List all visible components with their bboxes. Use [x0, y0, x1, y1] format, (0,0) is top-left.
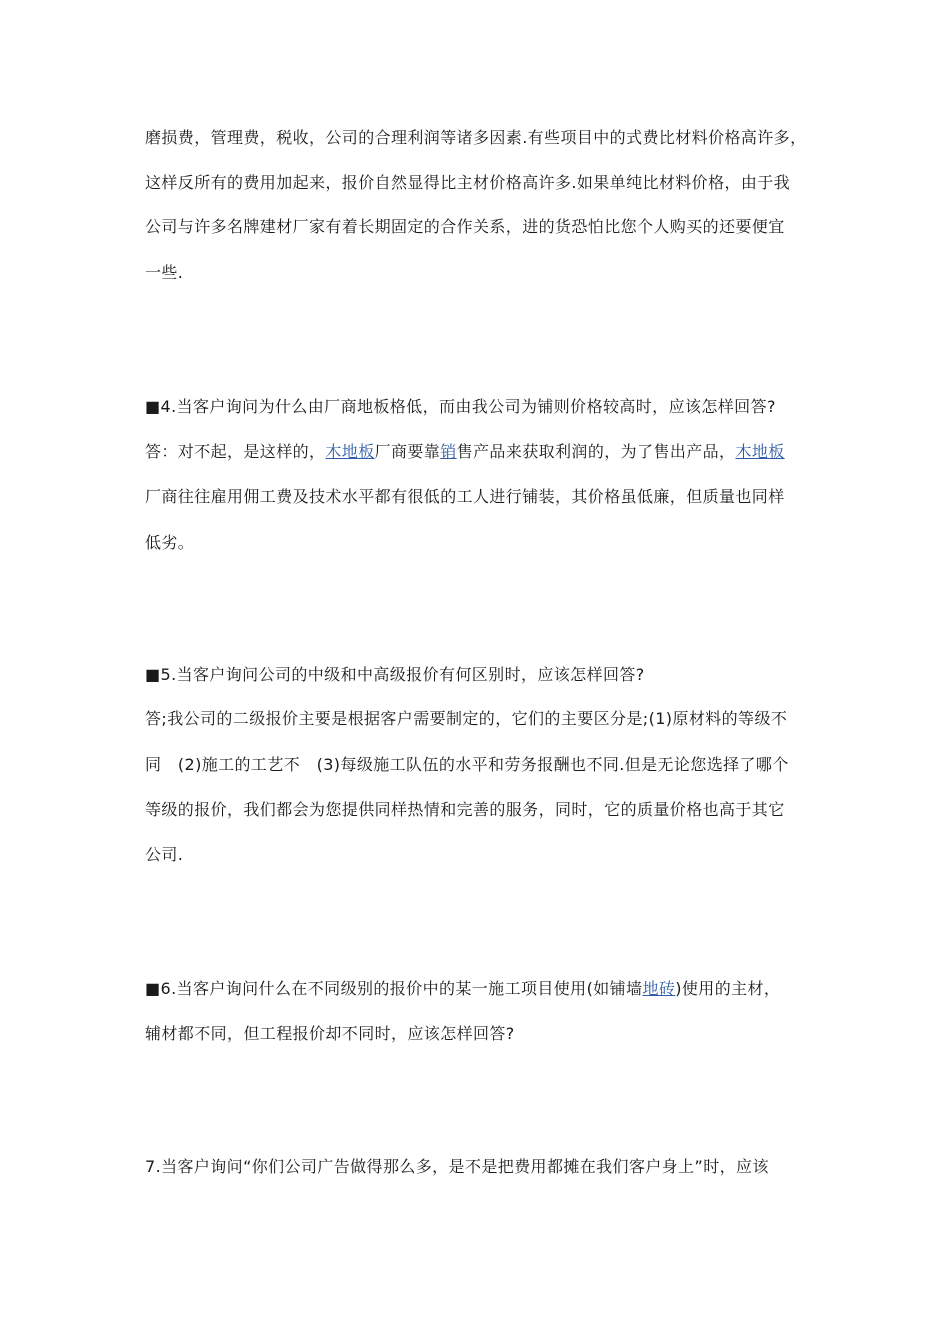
link-wood-floor-2[interactable]: 木地板 [735, 442, 785, 461]
q6-question-line-2: 辅材都不同，但工程报价却不同时，应该怎样回答? [145, 1024, 515, 1043]
q7-question-line-1: 7.当客户询问“你们公司广告做得那么多，是不是把费用都摊在我们客户身上”时，应该 [145, 1157, 769, 1176]
link-sales[interactable]: 销 [440, 442, 457, 461]
q4-answer-line-2: 厂商往往雇用佣工费及技术水平都有很低的工人进行铺装，其价格虽低廉，但质量也同样 [145, 487, 785, 506]
intro-line-3: 公司与许多名牌建材厂家有着长期固定的合作关系，进的货恐怕比您个人购买的还要便宜 [145, 217, 785, 236]
q5-answer-line-3: 等级的报价，我们都会为您提供同样热情和完善的服务，同时，它的质量价格也高于其它 [145, 800, 785, 819]
q6-question-text-b: )使用的主材， [675, 979, 781, 998]
q5-answer-line-1: 答;我公司的二级报价主要是根据客户需要制定的，它们的主要区分是;(1)原材料的等级不 [145, 709, 788, 728]
q4-answer-text-a: 答：对不起，是这样的， [145, 442, 326, 461]
intro-line-2: 这样反所有的费用加起来，报价自然显得比主材价格高许多.如果单纯比材料价格，由于我 [145, 173, 791, 192]
link-wood-floor-1[interactable]: 木地板 [325, 442, 375, 461]
q4-answer-line-1 [145, 442, 785, 462]
intro-line-4: 一些. [145, 263, 184, 282]
q4-answer-text-c: 售产品来获取利润的，为了售出产品， [456, 442, 736, 461]
q6-question-text-a: ■6.当客户询问什么在不同级别的报价中的某一施工项目使用(如铺墙 [145, 979, 643, 998]
q6-question-line-1 [145, 979, 780, 999]
q4-question: ■4.当客户询问为什么由厂商地板格低，而由我公司为铺则价格较高时，应该怎样回答? [145, 397, 776, 416]
q5-answer-line-4: 公司. [145, 845, 184, 864]
intro-line-1: 磨损费，管理费，税收，公司的合理利润等诸多因素.有些项目中的式费比材料价格高许多， [145, 128, 807, 147]
link-floor-tile[interactable]: 地砖 [642, 979, 676, 998]
q5-answer-line-2: 同 (2)施工的工艺不 (3)每级施工队伍的水平和劳务报酬也不同.但是无论您选择了哪个 [145, 755, 789, 774]
q4-answer-line-3: 低劣。 [145, 533, 195, 552]
q4-answer-text-b: 厂商要靠 [374, 442, 441, 461]
q5-question: ■5.当客户询问公司的中级和中高级报价有何区别时，应该怎样回答? [145, 665, 645, 684]
